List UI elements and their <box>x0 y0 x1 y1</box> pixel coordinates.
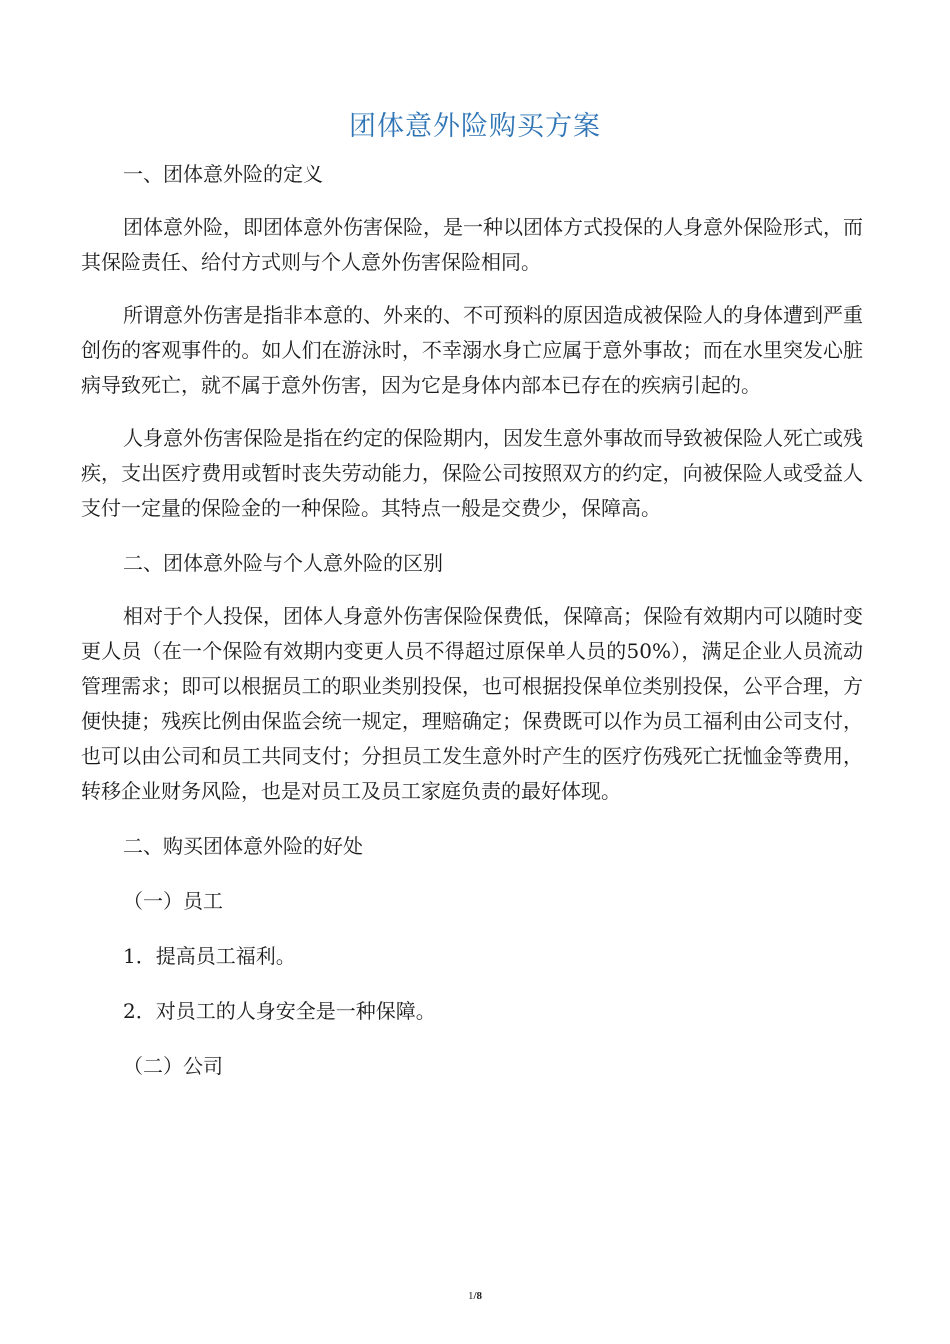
list-item-employee-benefit-2: 2．对员工的人身安全是一种保障。 <box>123 999 436 1023</box>
subheading-company: （二）公司 <box>123 1054 223 1078</box>
list-item-employee-benefit-1: 1．提高员工福利。 <box>123 944 296 968</box>
paragraph-accident-meaning: 所谓意外伤害是指非本意的、外来的、不可预料的原因造成被保险人的身体遭到严重创伤的客观事件的。如人们在游泳时，不幸溺水身亡应属于意外事故；而在水里突发心脏病导致死亡，就不属于意外伤害，因为它是身体内部本已存在的疾病引起的。 <box>81 303 863 397</box>
paragraph-personal-accident-insurance: 人身意外伤害保险是指在约定的保险期内，因发生意外事故而导致被保险人死亡或残疾，支出医疗费用或暂时丧失劳动能力，保险公司按照双方的约定，向被保险人或受益人支付一定量的保险金的一种保险。其特点一般是交费少，保障高。 <box>81 426 863 520</box>
page-current: 1 <box>467 1290 474 1302</box>
page-number <box>0 1290 950 1302</box>
document-title: 团体意外险购买方案 <box>349 111 601 142</box>
section-heading-difference: 二、团体意外险与个人意外险的区别 <box>123 551 443 575</box>
paragraph-definition: 团体意外险，即团体意外伤害保险，是一种以团体方式投保的人身意外保险形式，而其保险责任、给付方式则与个人意外伤害保险相同。 <box>81 215 863 274</box>
page-total: /8 <box>473 1290 483 1302</box>
document-body <box>81 157 863 1084</box>
section-heading-definition: 一、团体意外险的定义 <box>123 162 323 186</box>
subheading-employees: （一）员工 <box>123 889 223 913</box>
section-heading-benefits: 二、购买团体意外险的好处 <box>123 834 363 858</box>
paragraph-difference: 相对于个人投保，团体人身意外伤害保险保费低，保障高；保险有效期内可以随时变更人员（在一个保险有效期内变更人员不得超过原保单人员的50%），满足企业人员流动管理需求；即可以根据员工的职业类别投保，也可根据投保单位类别投保，公平合理，方便快捷；残疾比例由保监会统一规定，理赔确定；保费既可以作为员工福利由公司支付，也可以由公司和员工共同支付；分担员工发生意外时产生的医疗伤残死亡抚恤金等费用，转移企业财务风险，也是对员工及员工家庭负责的最好体现。 <box>81 604 863 803</box>
